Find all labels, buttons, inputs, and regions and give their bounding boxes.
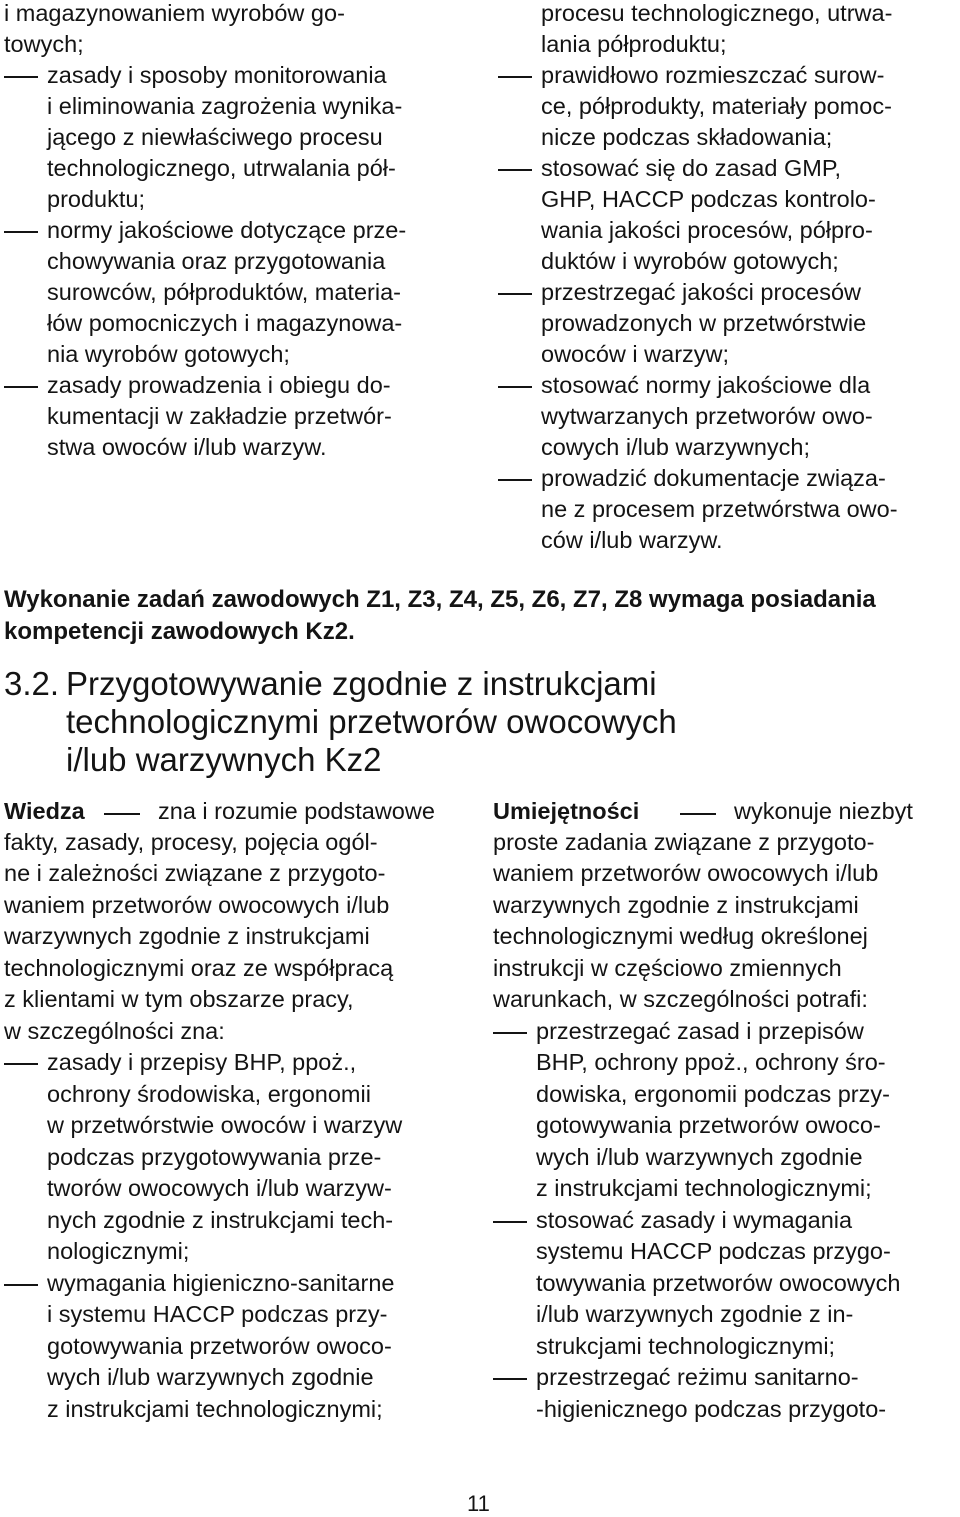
left-top-line-1: towych; [4, 31, 84, 57]
right-top-line-0: procesu technologicznego, utrwa- [541, 0, 893, 26]
skills-line-12: z instrukcjami technologicznymi; [536, 1175, 872, 1201]
skills-line-8: BHP, ochrony ppoż., ochrony śro- [536, 1049, 886, 1075]
skills-line-11: wych i/lub warzywnych zgodnie [536, 1144, 863, 1170]
skills-line-19: -higienicznego podczas przygoto- [536, 1396, 887, 1422]
skills-label: Umiejętności [493, 798, 640, 824]
knowledge-line-4: warzywnych zgodnie z instrukcjami [4, 923, 370, 949]
dash-icon [493, 1378, 527, 1380]
right-top-line-17: ców i/lub warzyw. [541, 527, 723, 553]
competence-note-line-2: kompetencji zawodowych Kz2. [4, 618, 355, 645]
knowledge-line-19: z instrukcjami technologicznymi; [47, 1396, 383, 1422]
skills-line-2: waniem przetworów owocowych i/lub [493, 860, 879, 886]
dash-icon [4, 1063, 38, 1065]
knowledge-line-5: technologicznymi oraz ze współpracą [4, 955, 394, 981]
skills-line-17: strukcjami technologicznymi; [536, 1333, 836, 1359]
right-top-line-13: wytwarzanych przetworów owo- [541, 403, 873, 429]
skills-line-7: przestrzegać zasad i przepisów [536, 1018, 864, 1044]
knowledge-line-11: podczas przygotowywania prze- [47, 1144, 382, 1170]
section-title-line-1: Przygotowywanie zgodnie z instrukcjami [66, 665, 657, 702]
skills-line-0: wykonuje niezbyt [734, 798, 913, 824]
right-top-line-5: stosować się do zasad GMP, [541, 155, 841, 181]
right-top-line-15: prowadzić dokumentacje związa- [541, 465, 886, 491]
knowledge-line-14: nologicznymi; [47, 1238, 190, 1264]
right-top-line-7: wania jakości procesów, półpro- [541, 217, 873, 243]
dash-icon [498, 76, 532, 78]
skills-line-15: towywania przetworów owocowych [536, 1270, 901, 1296]
left-top-line-6: produktu; [47, 186, 145, 212]
skills-line-1: proste zadania związane z przygoto- [493, 829, 875, 855]
right-top-line-10: prowadzonych w przetwórstwie [541, 310, 867, 336]
knowledge-line-6: z klientami w tym obszarze pracy, [4, 986, 354, 1012]
knowledge-line-9: ochrony środowiska, ergonomii [47, 1081, 371, 1107]
skills-line-13: stosować zasady i wymagania [536, 1207, 853, 1233]
left-top-line-5: technologicznego, utrwalania pół- [47, 155, 396, 181]
right-top-line-9: przestrzegać jakości procesów [541, 279, 861, 305]
dash-icon [680, 813, 716, 815]
competence-note-line-1: Wykonanie zadań zawodowych Z1, Z3, Z4, Z5, Z6, Z7, Z8 wymaga posiadania [4, 586, 876, 613]
section-title-line-3: i/lub warzywnych Kz2 [66, 741, 382, 778]
knowledge-line-12: tworów owocowych i/lub warzyw- [47, 1175, 392, 1201]
right-top-line-6: GHP, HACCP podczas kontrolo- [541, 186, 876, 212]
left-top-line-0: i magazynowaniem wyrobów go- [4, 0, 345, 26]
right-top-line-4: nicze podczas składowania; [541, 124, 833, 150]
left-top-line-4: jącego z niewłaściwego procesu [47, 124, 383, 150]
knowledge-line-0: zna i rozumie podstawowe [158, 798, 435, 824]
knowledge-line-3: waniem przetworów owocowych i/lub [4, 892, 390, 918]
dash-icon [104, 813, 140, 815]
knowledge-line-8: zasady i przepisy BHP, ppoż., [47, 1049, 357, 1075]
skills-line-10: gotowywania przetworów owoco- [536, 1112, 881, 1138]
knowledge-line-7: w szczególności zna: [4, 1018, 225, 1044]
section-number: 3.2. [4, 665, 60, 702]
right-top-line-3: ce, półprodukty, materiały pomoc- [541, 93, 892, 119]
right-top-line-11: owoców i warzyw; [541, 341, 730, 367]
knowledge-label: Wiedza [4, 798, 85, 824]
knowledge-line-10: w przetwórstwie owoców i warzyw [47, 1112, 403, 1138]
right-top-line-1: lania półproduktu; [541, 31, 727, 57]
left-top-line-11: nia wyrobów gotowych; [47, 341, 290, 367]
right-top-line-8: duktów i wyrobów gotowych; [541, 248, 839, 274]
left-top-line-3: i eliminowania zagrożenia wynika- [47, 93, 403, 119]
skills-line-16: i/lub warzywnych zgodnie z in- [536, 1301, 854, 1327]
dash-icon [493, 1032, 527, 1034]
left-top-line-12: zasady prowadzenia i obiegu do- [47, 372, 391, 398]
left-top-line-8: chowywania oraz przygotowania [47, 248, 386, 274]
left-top-line-10: łów pomocniczych i magazynowa- [47, 310, 403, 336]
knowledge-line-18: wych i/lub warzywnych zgodnie [47, 1364, 374, 1390]
dash-icon [498, 479, 532, 481]
dash-icon [493, 1221, 527, 1223]
knowledge-line-16: i systemu HACCP podczas przy- [47, 1301, 388, 1327]
skills-line-9: dowiska, ergonomii podczas przy- [536, 1081, 890, 1107]
right-top-line-14: cowych i/lub warzywnych; [541, 434, 811, 460]
dash-icon [498, 169, 532, 171]
right-top-line-2: prawidłowo rozmieszczać surow- [541, 62, 885, 88]
dash-icon [498, 386, 532, 388]
right-top-line-16: ne z procesem przetwórstwa owo- [541, 496, 898, 522]
knowledge-line-15: wymagania higieniczno-sanitarne [47, 1270, 395, 1296]
skills-line-14: systemu HACCP podczas przygo- [536, 1238, 891, 1264]
dash-icon [498, 293, 532, 295]
page-number: 11 [467, 1491, 490, 1516]
skills-line-3: warzywnych zgodnie z instrukcjami [493, 892, 859, 918]
skills-line-18: przestrzegać reżimu sanitarno- [536, 1364, 859, 1390]
dash-icon [4, 1284, 38, 1286]
dash-icon [4, 231, 38, 233]
knowledge-line-1: fakty, zasady, procesy, pojęcia ogól- [4, 829, 378, 855]
knowledge-line-2: ne i zależności związane z przygoto- [4, 860, 386, 886]
knowledge-line-13: nych zgodnie z instrukcjami tech- [47, 1207, 394, 1233]
dash-icon [4, 76, 38, 78]
dash-icon [4, 386, 38, 388]
skills-line-4: technologicznymi według określonej [493, 923, 868, 949]
left-top-line-9: surowców, półproduktów, materia- [47, 279, 401, 305]
knowledge-line-17: gotowywania przetworów owoco- [47, 1333, 392, 1359]
left-top-line-2: zasady i sposoby monitorowania [47, 62, 387, 88]
left-top-line-13: kumentacji w zakładzie przetwór- [47, 403, 392, 429]
left-top-line-14: stwa owoców i/lub warzyw. [47, 434, 327, 460]
section-title-line-2: technologicznymi przetworów owocowych [66, 703, 677, 740]
skills-line-6: warunkach, w szczególności potrafi: [493, 986, 868, 1012]
right-top-line-12: stosować normy jakościowe dla [541, 372, 871, 398]
left-top-line-7: normy jakościowe dotyczące prze- [47, 217, 407, 243]
skills-line-5: instrukcji w częściowo zmiennych [493, 955, 842, 981]
